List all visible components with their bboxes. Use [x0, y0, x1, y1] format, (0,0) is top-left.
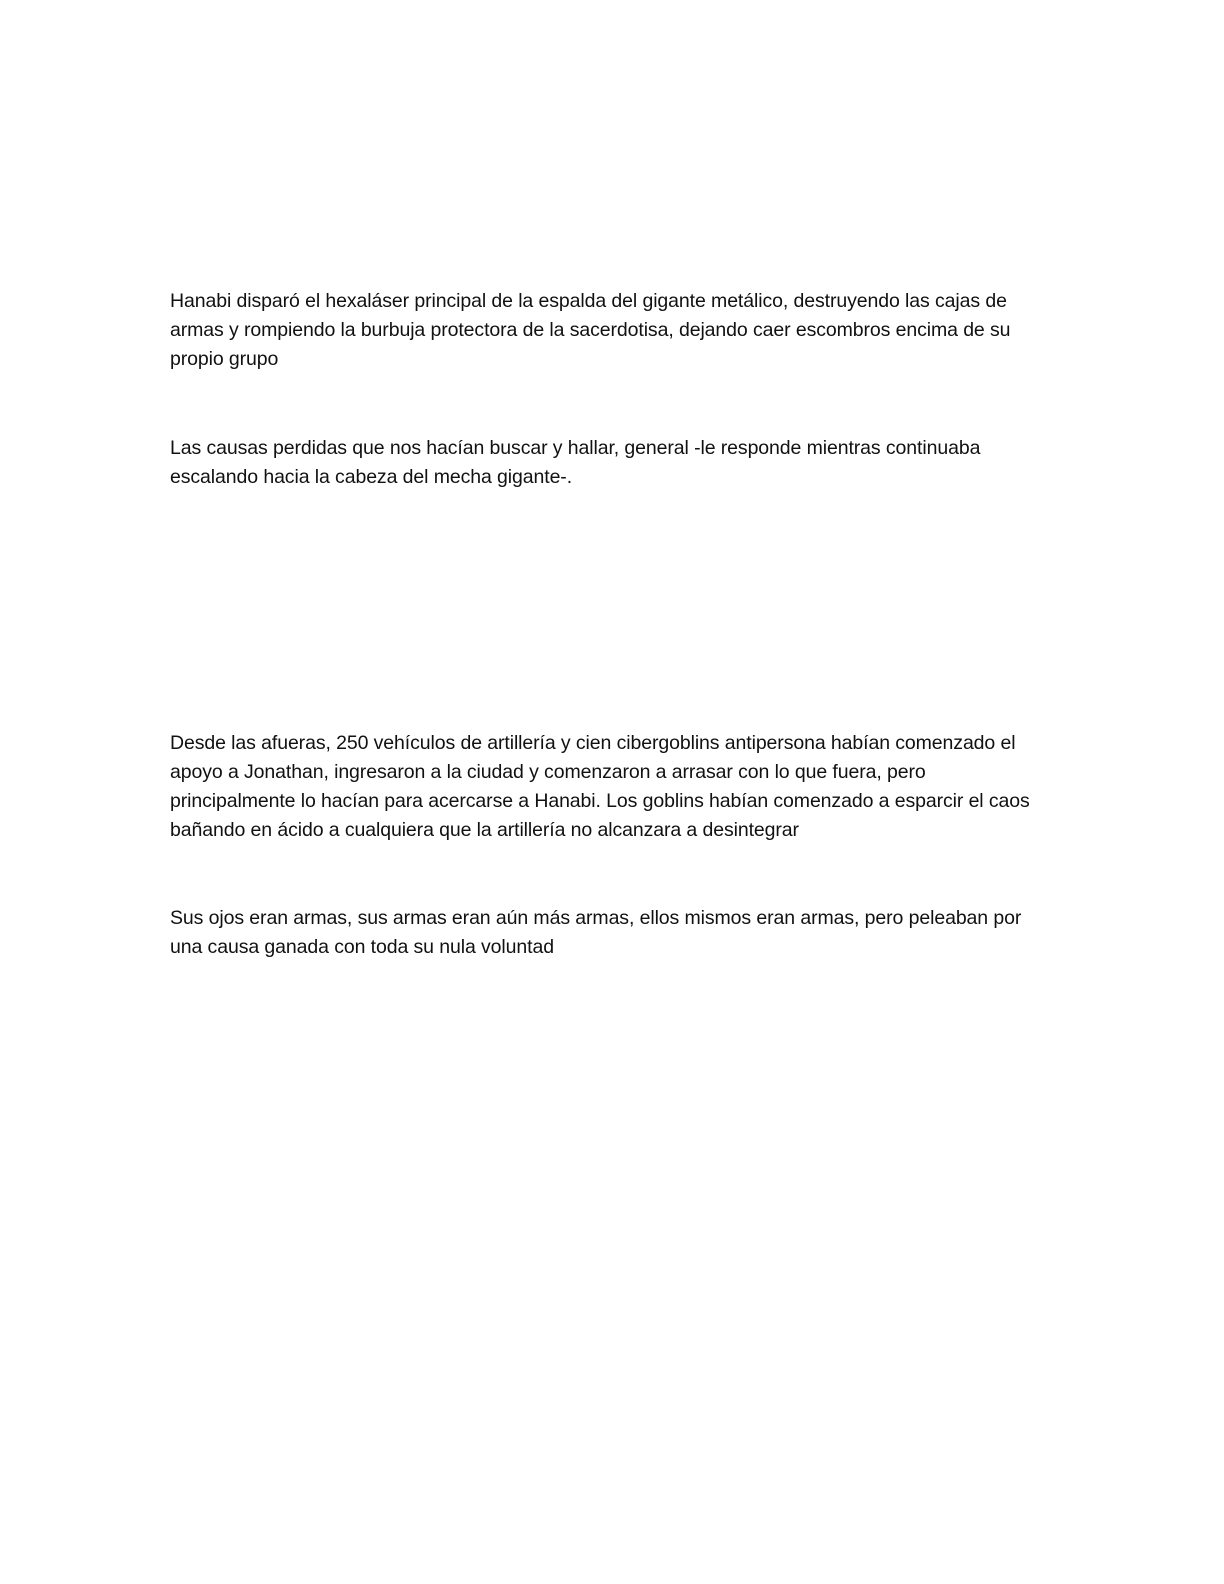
- paragraph: Desde las afueras, 250 vehículos de artillería y cien cibergoblins antipersona habían comenzado el apoyo a Jonathan, ingresaron a la ciudad y comenzaron a arrasar con lo que fuera, pero principalmente lo hacían para acercarse a Hanabi. Los goblins habían comenzado a esparcir el caos bañando en ácido a cualquiera que la artillería no alcanzara a desintegrar: [170, 732, 1030, 841]
- paragraph: Sus ojos eran armas, sus armas eran aún más armas, ellos mismos eran armas, pero peleaban por una causa ganada con toda su nula voluntad: [170, 907, 1022, 958]
- paragraph: Las causas perdidas que nos hacían buscar y hallar, general -le responde mientras continuaba escalando hacia la cabeza del mecha gigante-.: [170, 437, 981, 488]
- paragraph: Hanabi disparó el hexaláser principal de la espalda del gigante metálico, destruyendo las cajas de armas y rompiendo la burbuja protectora de la sacerdotisa, dejando caer escombros encima de su propio grupo: [170, 290, 1011, 370]
